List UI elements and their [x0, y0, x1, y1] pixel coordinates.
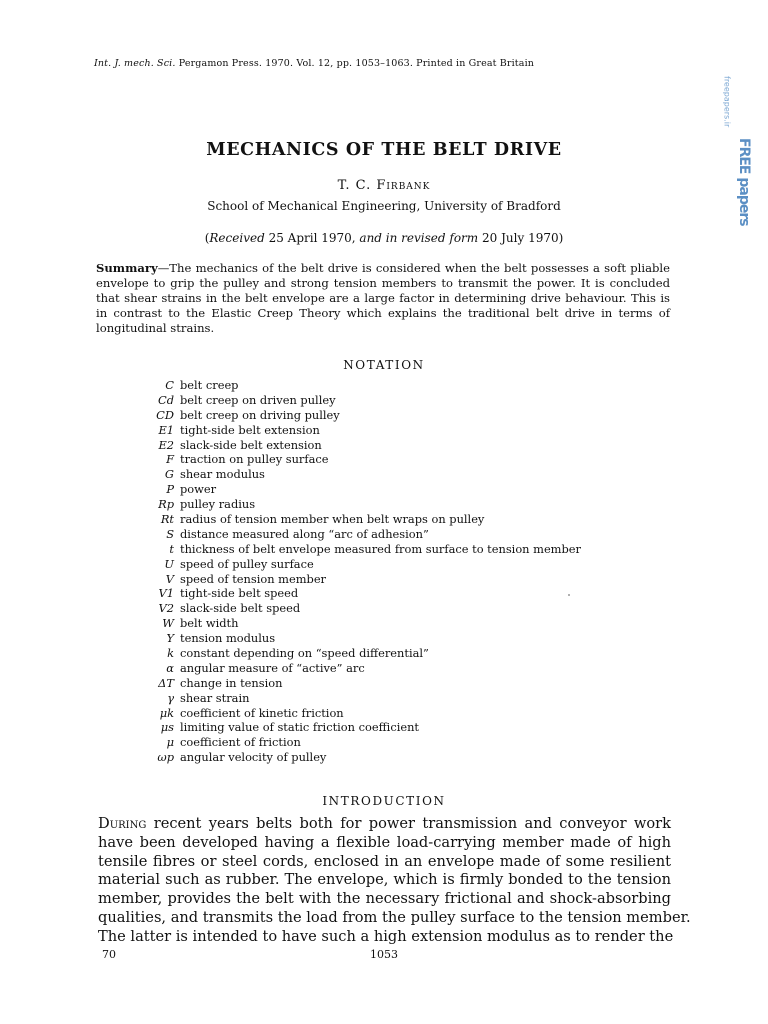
notation-symbol: α	[166, 660, 174, 675]
notation-row	[110, 720, 670, 735]
received-open: (	[204, 231, 210, 245]
notation-description: constant depending on “speed differential”	[180, 646, 429, 661]
notation-symbol: V	[165, 571, 174, 586]
notation-row	[110, 676, 670, 691]
notation-symbol: Cd	[157, 392, 174, 407]
notation-row	[110, 735, 670, 750]
speck	[568, 594, 570, 596]
notation-description: belt creep on driven pulley	[180, 392, 336, 407]
notation-description: slack-side belt extension	[180, 437, 322, 452]
introduction-line	[98, 908, 691, 928]
notation-description: limiting value of static friction coefficient	[180, 720, 420, 735]
notation-symbol: P	[166, 482, 174, 497]
notation-description: slack-side belt speed	[180, 601, 301, 616]
notation-row	[110, 527, 670, 542]
notation-symbol: γ	[167, 690, 174, 705]
notation-symbol: S	[166, 526, 174, 541]
notation-symbol: F	[166, 452, 174, 467]
introduction-line	[98, 871, 671, 890]
introduction-line	[98, 927, 674, 947]
author-initials: T. C.	[337, 178, 372, 193]
notation-description: change in tension	[180, 675, 283, 690]
notation-symbol: μ	[166, 735, 174, 750]
notation-row	[110, 438, 670, 453]
notation-row	[110, 497, 670, 512]
notation-row	[110, 482, 670, 497]
notation-description: belt width	[180, 616, 239, 631]
summary-text: —The mechanics of the belt drive is considered when the belt possesses a soft pliable envelope to grip the pulley and strong tension members to transmit the power. It is concluded that shear strains in the belt envelope are a large factor in determining drive behaviour. This is in contrast to the Elastic Creep Theory which explains the traditional belt drive in terms of longitudinal strains.	[96, 261, 670, 335]
introduction-line	[98, 853, 671, 872]
received-label: Received	[209, 231, 265, 245]
author	[0, 178, 768, 193]
introduction-heading: INTRODUCTION	[322, 794, 446, 808]
introduction-line-text: tensile fibres or steel cords, enclosed in an envelope made of some resilient	[98, 852, 671, 870]
notation-description: tight-side belt extension	[180, 422, 320, 437]
notation-description: pulley radius	[180, 497, 256, 512]
introduction-first-word: During	[98, 815, 147, 832]
notation-row	[110, 572, 670, 587]
notation-symbol: μs	[160, 720, 174, 735]
paper-title: MECHANICS OF THE BELT DRIVE	[206, 140, 562, 160]
watermark-subtext: freepapers.ir	[722, 76, 732, 128]
notation-heading: NOTATION	[343, 358, 425, 372]
notation-symbol: ΔT	[158, 675, 174, 690]
introduction-line	[98, 815, 671, 834]
notation-description: power	[180, 482, 217, 497]
notation-row	[110, 378, 670, 393]
received-dates	[0, 231, 768, 245]
notation-description: traction on pulley surface	[180, 452, 329, 467]
notation-symbol: V2	[158, 601, 174, 616]
notation-row	[110, 601, 670, 616]
notation-symbol: E2	[158, 437, 174, 452]
revised-date: 20 July 1970)	[482, 231, 564, 245]
notation-description: coefficient of friction	[180, 735, 301, 750]
notation-description: thickness of belt envelope measured from surface to tension member	[180, 541, 581, 556]
notation-row	[110, 586, 670, 601]
notation-symbol: V1	[158, 586, 174, 601]
introduction-line-text: member, provides the belt with the necessary frictional and shock-absorbing	[98, 890, 671, 908]
introduction-line-text: material such as rubber. The envelope, which is firmly bonded to the tension	[98, 871, 671, 889]
notation-symbol: E1	[158, 422, 174, 437]
notation-row	[110, 512, 670, 527]
notation-row	[110, 706, 670, 721]
affiliation: School of Mechanical Engineering, University of Bradford	[207, 199, 561, 213]
received-date: 25 April 1970,	[268, 231, 356, 245]
notation-description: shear strain	[180, 690, 250, 705]
introduction-line-text: The latter is intended to have such a high extension modulus as to render the	[98, 927, 674, 945]
notation-row	[110, 631, 670, 646]
author-surname: Firbank	[376, 178, 431, 193]
introduction-line	[98, 834, 671, 853]
notation-symbol: μk	[159, 705, 174, 720]
notation-description: belt creep	[180, 378, 239, 392]
notation-row	[110, 393, 670, 408]
journal-citation: Pergamon Press. 1970. Vol. 12, pp. 1053–1063. Printed in Great Britain	[178, 58, 535, 69]
notation-description: angular velocity of pulley	[180, 750, 327, 765]
notation-symbol: k	[167, 646, 174, 661]
notation-description: belt creep on driving pulley	[180, 407, 340, 422]
notation-symbol: Y	[166, 631, 174, 646]
journal-name: Int. J. mech. Sci.	[94, 58, 176, 69]
notation-symbol: W	[162, 616, 174, 631]
notation-description: distance measured along “arc of adhesion”	[180, 526, 429, 541]
notation-row	[110, 750, 670, 765]
notation-list	[110, 378, 670, 765]
notation-row	[110, 467, 670, 482]
summary-paragraph	[96, 261, 670, 336]
notation-description: angular measure of “active” arc	[180, 660, 365, 675]
notation-symbol: C	[165, 378, 174, 392]
notation-row	[110, 661, 670, 676]
notation-description: speed of tension member	[180, 571, 327, 586]
notation-row	[110, 691, 670, 706]
notation-description: radius of tension member when belt wraps on pulley	[180, 512, 485, 527]
summary-label: Summary	[96, 261, 158, 275]
notation-symbol: U	[164, 556, 174, 571]
notation-row	[110, 423, 670, 438]
page-number: 1053	[370, 948, 398, 961]
notation-description: tight-side belt speed	[180, 586, 299, 601]
introduction-line-text: qualities, and transmits the load from the pulley surface to the tension member.	[98, 908, 691, 926]
notation-row	[110, 408, 670, 423]
watermark-logo: FREE papers	[736, 138, 752, 226]
revised-label: and in revised form	[359, 231, 479, 245]
introduction-line-text: recent years belts both for power transmission and conveyor work	[146, 815, 671, 832]
notation-symbol: t	[169, 541, 174, 556]
notation-row	[110, 542, 670, 557]
introduction-line	[98, 890, 671, 909]
notation-symbol: ωp	[157, 750, 174, 765]
notation-row	[110, 557, 670, 572]
footer-left-number: 70	[102, 948, 116, 961]
notation-row	[110, 616, 670, 631]
introduction-paragraph	[98, 815, 691, 947]
notation-description: speed of pulley surface	[180, 556, 314, 571]
notation-description: coefficient of kinetic friction	[180, 705, 344, 720]
notation-symbol: Rt	[160, 512, 174, 527]
notation-symbol: Rp	[158, 497, 174, 512]
notation-row	[110, 646, 670, 661]
notation-row	[110, 452, 670, 467]
notation-symbol: CD	[156, 407, 174, 422]
notation-description: shear modulus	[180, 467, 265, 482]
notation-symbol: G	[164, 467, 174, 482]
journal-header	[94, 58, 534, 69]
introduction-line-text: have been developed having a flexible load-carrying member made of high	[98, 833, 671, 851]
notation-description: tension modulus	[180, 631, 276, 646]
